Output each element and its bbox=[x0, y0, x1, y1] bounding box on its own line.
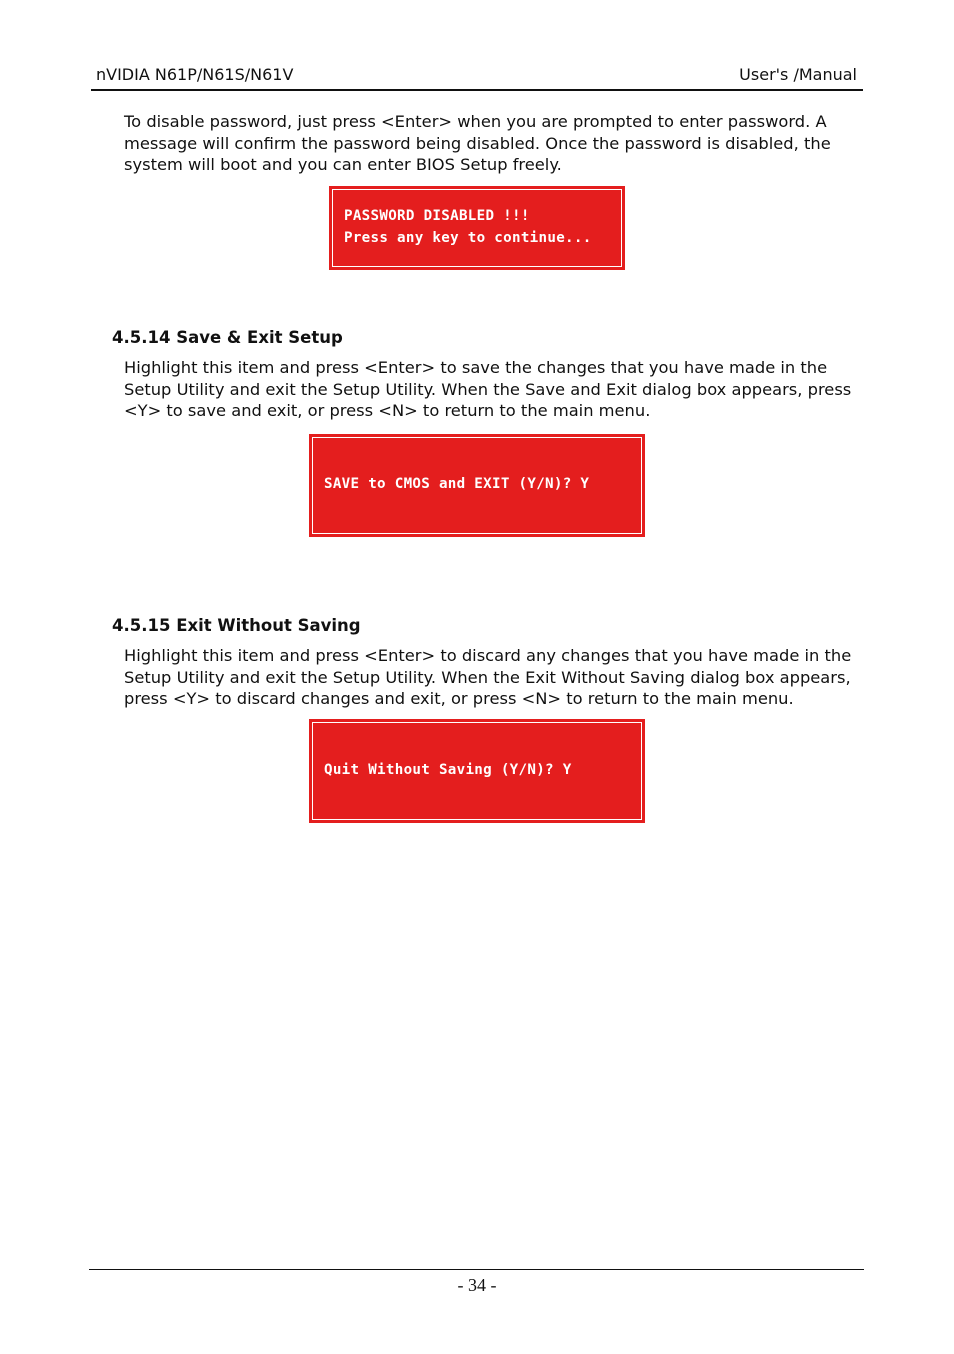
dialog-line-save-cmos: SAVE to CMOS and EXIT (Y/N)? Y bbox=[324, 476, 590, 492]
header-divider bbox=[91, 89, 863, 91]
exit-without-saving-paragraph: Highlight this item and press <Enter> to discard any changes that you have made in the Setup Utility and exit the Setup Utility. When the Exit Without Saving dialog box appears, press <Y> to discard changes and exit, or press <N> to return to the main menu. bbox=[124, 646, 852, 709]
dialog-line-password-disabled: PASSWORD DISABLED !!! bbox=[344, 208, 530, 224]
header-manual-title: User's /Manual bbox=[739, 65, 857, 84]
exit-without-saving-heading: 4.5.15 Exit Without Saving bbox=[112, 616, 361, 635]
dialog-line-quit-without-saving: Quit Without Saving (Y/N)? Y bbox=[324, 762, 572, 778]
page-number: - 34 - bbox=[457, 1275, 497, 1295]
quit-without-saving-dialog bbox=[309, 719, 645, 823]
header-product-name: nVIDIA N61P/N61S/N61V bbox=[96, 65, 294, 84]
dialog-line-press-any-key: Press any key to continue... bbox=[344, 230, 592, 246]
save-cmos-dialog bbox=[309, 434, 645, 537]
footer-divider bbox=[89, 1269, 864, 1270]
password-disabled-dialog bbox=[329, 186, 625, 270]
save-exit-heading: 4.5.14 Save & Exit Setup bbox=[112, 328, 343, 347]
password-disable-paragraph: To disable password, just press <Enter> when you are prompted to enter password. A message will confirm the password being disabled. Once the password is disabled, the system will boot and you can enter BIOS Setup freely. bbox=[124, 112, 831, 175]
save-exit-paragraph: Highlight this item and press <Enter> to save the changes that you have made in the Setup Utility and exit the Setup Utility. When the Save and Exit dialog box appears, press <Y> to save and exit, or press <N> to return to the main menu. bbox=[124, 358, 852, 421]
